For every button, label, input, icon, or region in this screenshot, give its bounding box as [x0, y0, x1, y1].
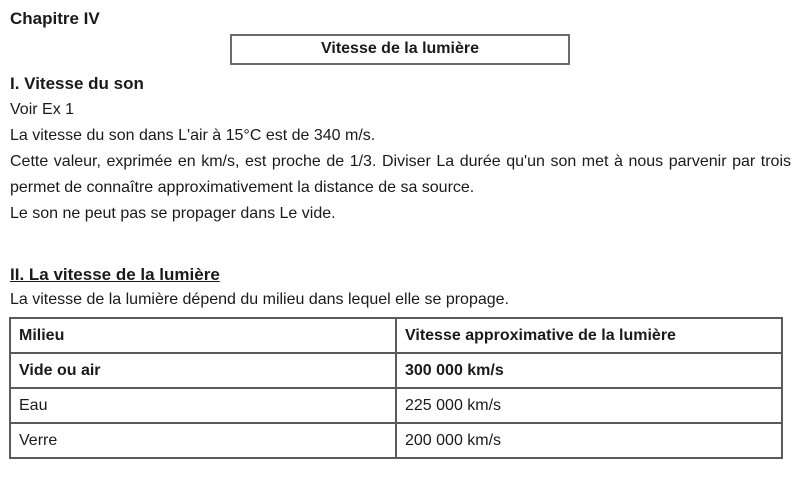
cell-milieu: Verre: [10, 423, 396, 458]
cell-milieu: Eau: [10, 388, 396, 423]
table-row: [10, 353, 782, 388]
chapter-title: Chapitre IV: [10, 9, 100, 28]
section2-heading: II. La vitesse de la lumière: [10, 265, 220, 284]
speed-table: [9, 317, 783, 459]
cell-vitesse: 200 000 km/s: [396, 423, 782, 458]
table-header-vitesse: Vitesse approximative de la lumière: [396, 318, 782, 353]
cell-milieu: Vide ou air: [10, 353, 396, 388]
cell-vitesse: 225 000 km/s: [396, 388, 782, 423]
table-row: [10, 423, 782, 458]
section1-heading: I. Vitesse du son: [10, 74, 144, 93]
section1-line-sound-speed: La vitesse du son dans L'air à 15°C est de 340 m/s.: [10, 127, 376, 144]
section1-paragraph-distance: Cette valeur, exprimée en km/s, est proche de 1/3. Diviser La durée qu'un son met à nous parvenir par trois permet de connaître approximativement la distance de sa source.: [10, 153, 791, 196]
section1-line-voir-ex: Voir Ex 1: [10, 101, 75, 118]
boxed-title: [230, 34, 570, 65]
table-row: [10, 388, 782, 423]
section1-line-vacuum: Le son ne peut pas se propager dans Le vide.: [10, 205, 336, 222]
cell-vitesse: 300 000 km/s: [396, 353, 782, 388]
table-header-milieu: Milieu: [10, 318, 396, 353]
table-header-row: [10, 318, 782, 353]
boxed-title-text: Vitesse de la lumière: [320, 40, 479, 57]
section2-intro: La vitesse de la lumière dépend du milieu dans lequel elle se propage.: [10, 291, 509, 308]
